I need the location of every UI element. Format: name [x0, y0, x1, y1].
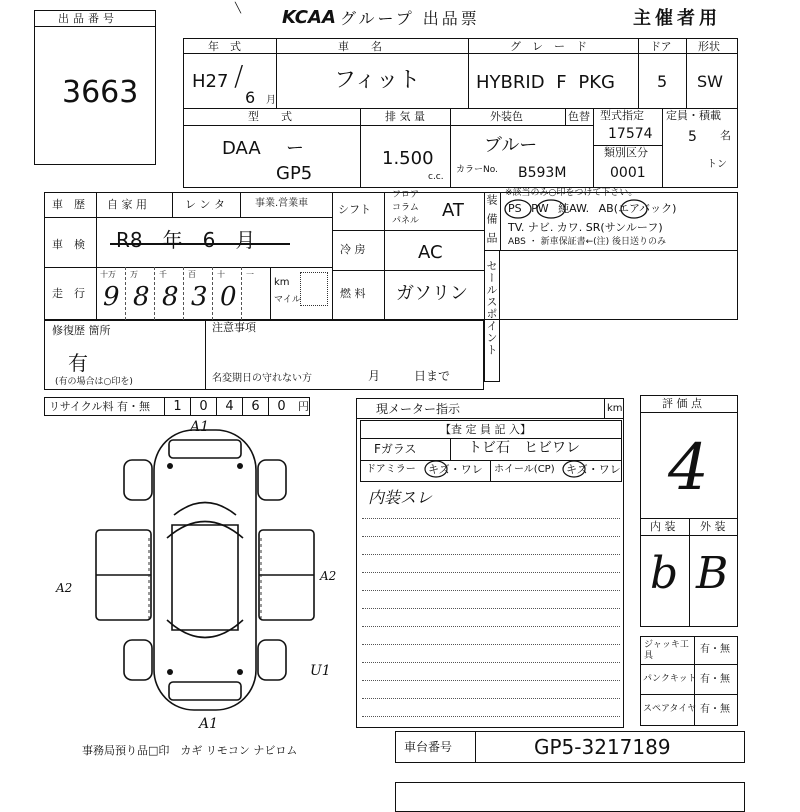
recycle-digit: 6 — [242, 397, 268, 416]
shift-label: シフト — [338, 203, 371, 216]
color-change-label: 色替 — [568, 110, 590, 123]
inspection-label: 車 検 — [52, 238, 85, 251]
spare-option: 有・無 — [700, 704, 730, 715]
model-value: GP5 — [276, 163, 313, 184]
exterior-label: 外 装 — [700, 520, 726, 533]
rename-label: 名変期日の守れない方 — [212, 373, 312, 384]
wheel-options: キズ・ワレ — [566, 463, 621, 476]
history-business: 事業.営業車 — [255, 198, 309, 209]
model-label: 型 式 — [248, 110, 292, 123]
mileage-digit: 8 — [162, 282, 179, 312]
recycle-digit: 0 — [268, 397, 294, 416]
type-spec-value: 17574 — [608, 126, 653, 142]
mileage-place-label: 百 — [188, 270, 196, 279]
glass-options: トビ石 ヒビワレ — [468, 440, 580, 456]
displacement-value: 1.500 — [382, 148, 434, 169]
keys-note: 事務局預り品□印 カギ リモコン ナビロム — [82, 744, 298, 757]
equipment-line1: PS PW 純AW. AB(エアバック) — [508, 202, 677, 215]
displacement-label: 排 気 量 — [385, 110, 425, 123]
jack-option: 有・無 — [700, 644, 730, 655]
year-label: 年 式 — [208, 40, 241, 53]
repair-note: (有の場合は○印を) — [55, 377, 133, 387]
doors-label: ドア — [650, 40, 672, 53]
body-label: 形状 — [698, 40, 720, 53]
inspector-title: 【査 定 員 記 入】 — [440, 423, 531, 436]
mileage-place-label: 万 — [130, 270, 138, 279]
spare-label: スペアタイヤ — [643, 704, 697, 714]
lot-number: 3663 — [62, 75, 139, 110]
mirror-label: ドアミラー — [366, 464, 416, 475]
mileage-digit: 0 — [220, 282, 237, 312]
fuel-value: ガソリン — [396, 283, 468, 304]
lot-label: 出品番号 — [58, 12, 118, 25]
grade-value: HYBRID F PKG — [476, 72, 615, 93]
equipment-label: 装備品 — [485, 194, 498, 251]
diagram-mark-left: A2 — [56, 581, 73, 595]
class-label: 類別区分 — [604, 146, 648, 159]
ac-label: 冷 房 — [340, 243, 366, 256]
year-month: 6 — [245, 88, 256, 107]
body-value: SW — [697, 72, 723, 91]
ac-value: AC — [418, 242, 443, 263]
diagram-mark-top: A1 — [190, 419, 210, 435]
bottom-partial-box — [395, 782, 745, 812]
jack-label: ジャッキ工具 — [644, 640, 689, 661]
type-spec-label: 型式指定 — [600, 109, 644, 122]
repair-label: 修復歴 箇所 — [52, 324, 111, 337]
punch-option: 有・無 — [700, 674, 730, 685]
rating-score: 4 — [668, 431, 709, 505]
meter-label: 現メーター指示 — [376, 402, 461, 416]
punch-label: パンクキット — [643, 674, 697, 684]
mileage-place-label: 一 — [246, 270, 254, 279]
org-logo: KCAA — [282, 7, 336, 28]
year-era: H27 — [192, 71, 229, 92]
chassis-value: GP5-3217189 — [534, 735, 671, 759]
color-label: 外装色 — [490, 110, 523, 123]
model-prefix: DAA — [222, 138, 261, 159]
name-label: 車 名 — [338, 40, 382, 53]
chassis-label: 車台番号 — [404, 740, 453, 754]
caution-label: 注意事項 — [212, 321, 256, 334]
capacity-value: 5 — [688, 129, 697, 145]
inspector-note: 内装スレ — [368, 488, 433, 507]
mileage-place-label: 十 — [217, 270, 225, 279]
mirror-options: キズ・ワレ — [428, 463, 483, 476]
mileage-place-label: 十万 — [100, 270, 116, 279]
color-value: ブルー — [484, 135, 538, 156]
glass-label: Fガラス — [374, 442, 417, 456]
class-value: 0001 — [610, 165, 646, 181]
interior-grade: b — [650, 548, 679, 599]
mirror-scratch-circle — [425, 461, 447, 477]
doors-value: 5 — [657, 72, 668, 91]
mileage-digit: 9 — [103, 282, 120, 312]
color-number: B593M — [518, 165, 567, 181]
equipment-line3: ABS ・ 新車保証書←(注) 後日送りのみ — [508, 237, 667, 247]
mileage-digit: 8 — [133, 282, 150, 312]
role-label: 主催者用 — [633, 8, 721, 29]
recycle-digit: 1 — [164, 397, 190, 416]
equipment-note: ※該当のみ○印をつけて下さい。 — [505, 188, 638, 198]
mileage-digit: 3 — [191, 282, 208, 312]
history-private: 自 家 用 — [107, 198, 147, 211]
recycle-digit: 4 — [216, 397, 242, 416]
wheel-label: ホイール(CP) — [494, 464, 555, 475]
capacity-label: 定員・積載 — [666, 109, 721, 122]
sales-point-label: セールスポイント — [485, 260, 498, 356]
recycle-label: リサイクル料 有・無 — [49, 400, 150, 413]
mileage-label: 走 行 — [52, 287, 85, 300]
exterior-grade: B — [696, 548, 729, 599]
wheel-scratch-circle — [563, 461, 585, 477]
equipment-line2: TV. ナビ. カワ. SR(サンルーフ) — [508, 221, 663, 234]
shift-value: AT — [442, 200, 464, 221]
car-name: フィット — [334, 68, 421, 93]
fuel-label: 燃 料 — [340, 287, 366, 300]
history-rental: レ ン タ — [185, 198, 225, 211]
form-title: グループ 出品票 — [340, 9, 480, 28]
rating-label: 評 価 点 — [662, 397, 702, 410]
history-label: 車 歴 — [52, 198, 85, 211]
diagram-mark-right: A2 — [320, 569, 337, 583]
diagram-mark-bottom: A1 — [199, 716, 219, 732]
inspection-value: R8 年 6 月 — [116, 228, 256, 252]
recycle-digit: 0 — [190, 397, 216, 416]
interior-label: 内 装 — [650, 520, 676, 533]
repair-value: 有 — [68, 351, 88, 375]
diagram-mark-rear-right: U1 — [310, 663, 331, 679]
grade-label: グ レ ー ド — [510, 40, 587, 53]
mileage-place-label: 千 — [159, 270, 167, 279]
